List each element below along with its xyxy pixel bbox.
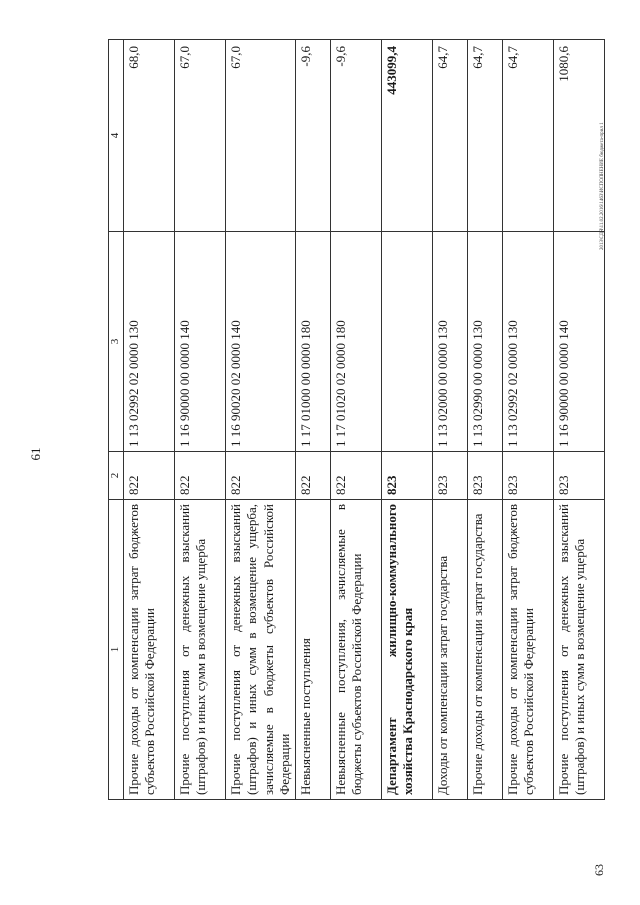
table-row	[468, 40, 503, 800]
row-budget-code: 1 17 01020 02 0000 180	[331, 232, 382, 452]
table-row	[554, 40, 605, 800]
row-budget-code: 1 16 90020 02 0000 140	[226, 232, 296, 452]
table-row	[226, 40, 296, 800]
row-name: Прочие доходы от компенсации затрат бюджетов субъектов Российской Федерации	[503, 500, 554, 800]
row-amount: 443099,4	[382, 40, 433, 232]
row-name: Невыясненные поступления	[296, 500, 331, 800]
row-admin-code: 823	[554, 452, 605, 500]
row-budget-code: 1 13 02000 00 0000 130	[433, 232, 468, 452]
row-admin-code: 823	[503, 452, 554, 500]
row-admin-code: 823	[468, 452, 503, 500]
row-name: Доходы от компенсации затрат государства	[433, 500, 468, 800]
row-admin-code: 823	[433, 452, 468, 500]
row-budget-code: 1 13 02992 02 0000 130	[124, 232, 175, 452]
row-budget-code: 1 17 01000 00 0000 180	[296, 232, 331, 452]
row-name: Прочие доходы от компенсации затрат бюджетов субъектов Российской Федерации	[124, 500, 175, 800]
row-admin-code: 822	[175, 452, 226, 500]
row-admin-code: 822	[296, 452, 331, 500]
revenue-table-container	[108, 40, 608, 800]
footer-page-number: 63	[592, 864, 606, 876]
row-admin-code: 823	[382, 452, 433, 500]
row-name: Прочие поступления от денежных взысканий (штрафов) и иных сумм в возмещение ущерба, зачисляемые в бюджеты субъектов Российской Федерации	[226, 500, 296, 800]
row-name: Прочие поступления от денежных взысканий (штрафов) и иных сумм в возмещение ущерба	[554, 500, 605, 800]
column-header-2: 2	[109, 452, 124, 500]
table-row	[331, 40, 382, 800]
table-row	[296, 40, 331, 800]
row-amount: 64,7	[468, 40, 503, 232]
revenue-table	[108, 39, 605, 800]
row-budget-code: 1 13 02990 00 0000 130	[468, 232, 503, 452]
column-header-4: 4	[109, 40, 124, 232]
row-budget-code: 1 13 02992 02 0000 130	[503, 232, 554, 452]
column-header-1: 1	[109, 500, 124, 800]
row-amount: 1080,6	[554, 40, 605, 232]
table-row	[503, 40, 554, 800]
row-budget-code	[382, 232, 433, 452]
table-row	[175, 40, 226, 800]
row-budget-code: 1 16 90000 00 0000 140	[554, 232, 605, 452]
file-path-footer: 2013\СДЯ\11.02.2016\1463\ИСПОЛНЕНИЕ бюджета-прил 1	[600, 122, 605, 250]
row-name: Прочие поступления от денежных взысканий (штрафов) и иных сумм в возмещение ущерба	[175, 500, 226, 800]
table-row-department	[382, 40, 433, 800]
row-admin-code: 822	[124, 452, 175, 500]
row-name: Департамент жилищно-коммунального хозяйства Краснодарского края	[382, 500, 433, 800]
column-header-3: 3	[109, 232, 124, 452]
row-amount: 64,7	[503, 40, 554, 232]
row-amount: -9,6	[331, 40, 382, 232]
row-amount: 67,0	[175, 40, 226, 232]
row-amount: 68,0	[124, 40, 175, 232]
table-row	[433, 40, 468, 800]
row-admin-code: 822	[226, 452, 296, 500]
table-header-row	[109, 40, 124, 800]
table-row	[124, 40, 175, 800]
row-budget-code: 1 16 90000 00 0000 140	[175, 232, 226, 452]
row-amount: -9,6	[296, 40, 331, 232]
row-admin-code: 822	[331, 452, 382, 500]
page-number: 61	[28, 447, 43, 461]
row-name: Невыясненные поступления, зачисляемые в бюджеты субъектов Российской Федерации	[331, 500, 382, 800]
row-name: Прочие доходы от компенсации затрат государства	[468, 500, 503, 800]
row-amount: 64,7	[433, 40, 468, 232]
row-amount: 67,0	[226, 40, 296, 232]
